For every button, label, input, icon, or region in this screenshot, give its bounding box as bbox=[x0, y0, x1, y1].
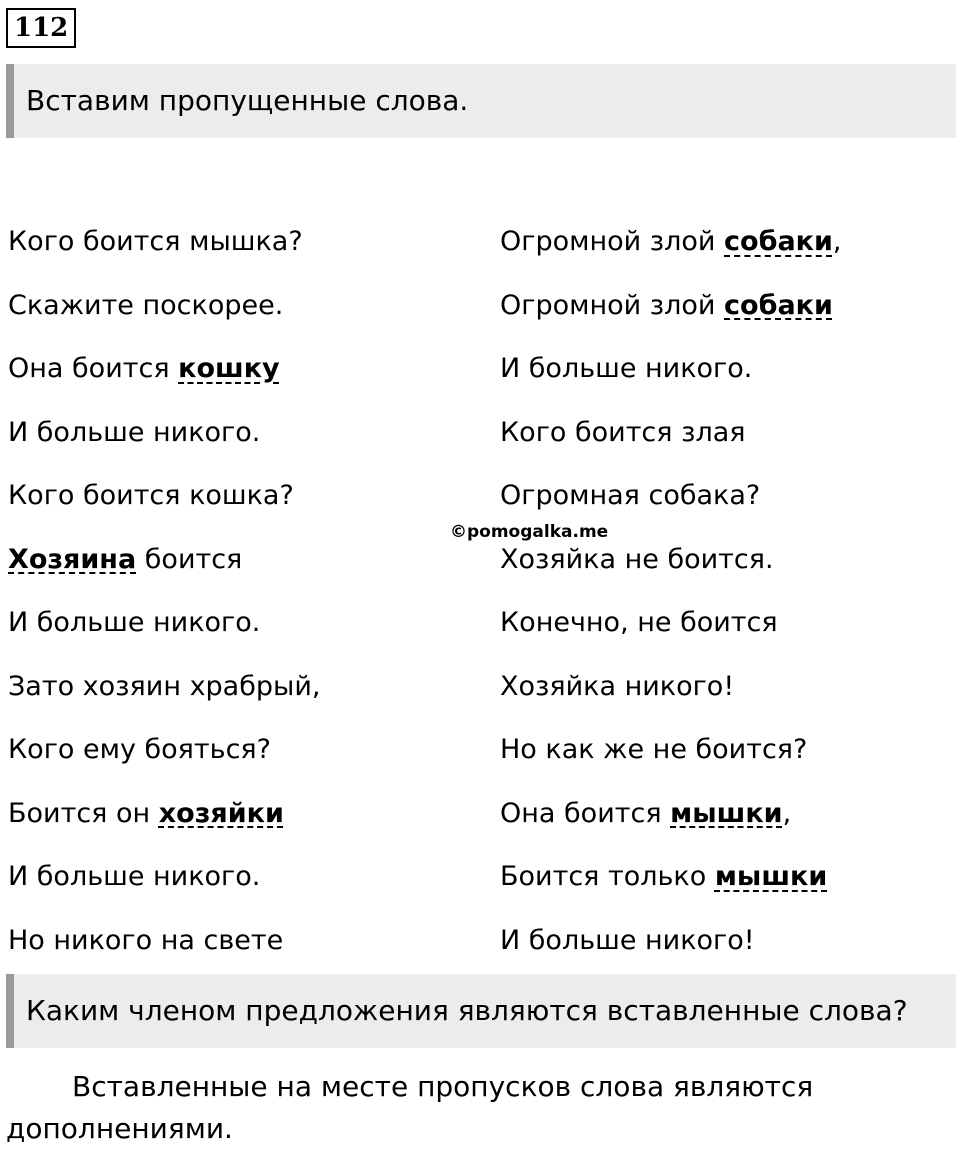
line-text: Боится только bbox=[500, 861, 715, 892]
poem-line bbox=[8, 782, 320, 846]
poem-line bbox=[500, 845, 842, 909]
inserted-word: собаки bbox=[724, 289, 833, 321]
poem-line bbox=[8, 591, 320, 655]
task-number: 112 bbox=[6, 8, 76, 48]
line-text: Кого ему бояться? bbox=[8, 734, 271, 765]
line-text: Конечно, не боится bbox=[500, 607, 778, 638]
poem-line bbox=[500, 464, 842, 528]
poem-column-right bbox=[500, 210, 842, 972]
poem-line bbox=[500, 718, 842, 782]
line-text: боится bbox=[136, 543, 243, 575]
line-text: Кого боится мышка? bbox=[8, 226, 303, 257]
line-text: И больше никого. bbox=[8, 607, 261, 638]
line-text: Боится он bbox=[8, 797, 159, 829]
watermark: ©pomogalka.me bbox=[450, 522, 609, 542]
poem-line bbox=[8, 909, 320, 973]
poem-line bbox=[8, 274, 320, 338]
line-text: Кого боится кошка? bbox=[8, 480, 294, 511]
inserted-word: мышки bbox=[714, 861, 828, 892]
inserted-word: Хозяина bbox=[8, 543, 137, 575]
line-text: , bbox=[782, 797, 792, 829]
inserted-word: собаки bbox=[724, 226, 833, 257]
line-text: Хозяйка никого! bbox=[500, 670, 735, 702]
inserted-word: хозяйки bbox=[158, 797, 284, 829]
line-text: И больше никого. bbox=[500, 353, 753, 384]
question-text: Каким членом предложения являются вставленные слова? bbox=[26, 994, 908, 1027]
poem-line bbox=[8, 528, 320, 592]
poem-line bbox=[8, 210, 320, 274]
poem-line bbox=[500, 591, 842, 655]
poem-column-left bbox=[8, 210, 320, 972]
instruction-text: Вставим пропущенные слова. bbox=[26, 84, 469, 117]
line-text: Она боится bbox=[8, 353, 179, 384]
poem-line bbox=[8, 655, 320, 719]
line-text: Кого боится злая bbox=[500, 416, 746, 448]
inserted-word: кошку bbox=[178, 353, 280, 384]
poem-line bbox=[500, 401, 842, 465]
poem-line bbox=[500, 274, 842, 338]
poem-line bbox=[500, 782, 842, 846]
poem-line bbox=[8, 718, 320, 782]
line-text: Огромной злой bbox=[500, 226, 725, 257]
line-text: Скажите поскорее. bbox=[8, 289, 284, 321]
poem-line bbox=[500, 210, 842, 274]
line-text: И больше никого! bbox=[500, 924, 755, 956]
poem-line bbox=[8, 401, 320, 465]
answer-text: Вставленные на месте пропусков слова являются дополнениями. bbox=[6, 1070, 814, 1145]
poem-line bbox=[8, 845, 320, 909]
line-text: Огромная собака? bbox=[500, 480, 761, 511]
line-text: И больше никого. bbox=[8, 416, 261, 448]
line-text: Но как же не боится? bbox=[500, 734, 808, 765]
poem-line bbox=[500, 655, 842, 719]
line-text: Но никого на свете bbox=[8, 924, 284, 956]
line-text: Она боится bbox=[500, 797, 671, 829]
line-text: , bbox=[832, 226, 842, 257]
poem-line bbox=[8, 464, 320, 528]
line-text: И больше никого. bbox=[8, 861, 261, 892]
question-banner bbox=[6, 974, 956, 1048]
poem-line bbox=[500, 909, 842, 973]
instruction-banner bbox=[6, 64, 956, 138]
line-text: Хозяйка не боится. bbox=[500, 543, 774, 575]
line-text: Огромной злой bbox=[500, 289, 725, 321]
inserted-word: мышки bbox=[670, 797, 783, 829]
line-text: Зато хозяин храбрый, bbox=[8, 670, 321, 702]
poem-line bbox=[8, 337, 320, 401]
poem-line bbox=[500, 337, 842, 401]
